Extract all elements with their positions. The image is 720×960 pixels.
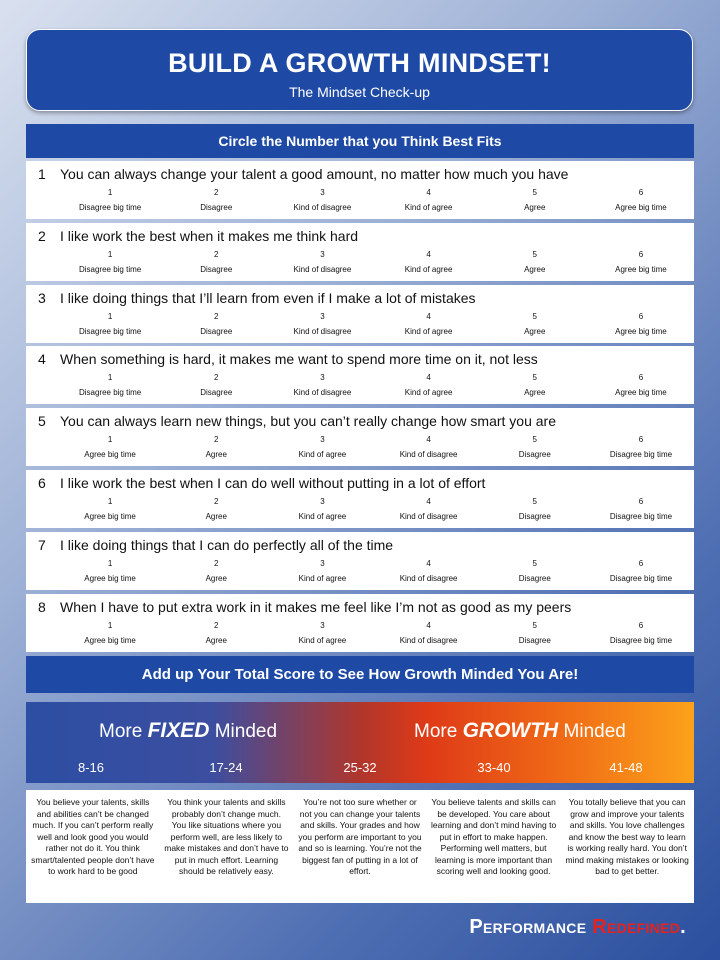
description-25-32: You’re not too sure whether or not you can change your talents and skills. Your grades and how you perform are important to you and so is learning. You’re not the biggest fan of putting in a lot of effort.	[298, 797, 422, 876]
question-text	[38, 475, 485, 491]
question-statement: When I have to put extra work in it makes me feel like I’m not as good as my peers	[60, 599, 572, 615]
rating-number: 4	[426, 435, 431, 444]
rating-number: 5	[532, 373, 537, 382]
rating-label: Disagree	[200, 388, 233, 397]
rating-label: Kind of agree	[298, 574, 347, 583]
rating-label: Agree big time	[84, 450, 136, 459]
rating-label: Disagree	[200, 265, 233, 274]
rating-label: Agree	[205, 636, 227, 645]
rating-option-2[interactable]	[163, 373, 269, 399]
rating-label: Disagree	[518, 450, 551, 459]
rating-label: Agree	[205, 512, 227, 521]
score-range-3: 25-32	[343, 760, 377, 775]
instructions-banner: Circle the Number that you Think Best Fits	[26, 124, 694, 158]
rating-number: 2	[214, 435, 219, 444]
rating-label: Kind of disagree	[293, 203, 352, 212]
rating-number: 6	[638, 312, 644, 321]
rating-option-1[interactable]	[57, 250, 163, 276]
rating-number: 2	[214, 621, 219, 630]
rating-scale	[57, 497, 694, 523]
rating-option-6[interactable]	[588, 497, 694, 523]
rating-label: Disagree big time	[78, 327, 142, 336]
rating-option-1[interactable]	[57, 621, 163, 647]
rating-number: 6	[638, 621, 644, 630]
rating-option-1[interactable]	[57, 188, 163, 214]
question-row	[26, 470, 694, 528]
rating-option-5[interactable]	[482, 621, 588, 647]
question-number: 1	[38, 166, 46, 182]
rating-option-2[interactable]	[163, 497, 269, 523]
rating-option-5[interactable]	[482, 250, 588, 276]
rating-option-3[interactable]	[269, 373, 375, 399]
question-number: 2	[38, 228, 46, 244]
rating-label: Agree big time	[615, 388, 667, 397]
rating-option-1[interactable]	[57, 373, 163, 399]
rating-number: 1	[107, 250, 113, 259]
rating-option-5[interactable]	[482, 435, 588, 461]
rating-option-5[interactable]	[482, 373, 588, 399]
rating-number: 3	[320, 621, 325, 630]
question-number: 4	[38, 351, 46, 367]
rating-label: Disagree	[518, 574, 551, 583]
rating-scale	[57, 621, 694, 647]
rating-number: 2	[214, 373, 219, 382]
rating-label: Disagree big time	[78, 388, 142, 397]
rating-scale	[57, 188, 694, 214]
growth-prefix: More	[414, 721, 458, 742]
rating-option-2[interactable]	[163, 559, 269, 585]
rating-number: 2	[214, 497, 219, 506]
rating-option-3[interactable]	[269, 250, 375, 276]
page-subtitle: The Mindset Check-up	[289, 84, 430, 100]
rating-number: 1	[107, 373, 113, 382]
rating-number: 4	[426, 373, 431, 382]
footer-word-2: Redefined	[592, 916, 681, 938]
rating-option-4[interactable]	[376, 250, 482, 276]
question-text	[38, 228, 358, 244]
question-row	[26, 532, 694, 590]
rating-scale	[57, 250, 694, 276]
rating-option-4[interactable]	[376, 559, 482, 585]
total-score-banner: Add up Your Total Score to See How Growth Minded You Are!	[26, 656, 694, 693]
question-row	[26, 346, 694, 404]
question-text	[38, 413, 556, 429]
rating-label: Agree big time	[615, 327, 667, 336]
rating-option-3[interactable]	[269, 435, 375, 461]
question-row	[26, 161, 694, 219]
score-descriptions	[26, 790, 694, 903]
rating-number: 3	[320, 188, 325, 197]
description-8-16: You believe your talents, skills and abilities can’t be changed much. If you can’t perform really well and look good you would rather not do it. You think smart/talented people don’t have to work hard to be good	[31, 797, 155, 876]
rating-label: Kind of disagree	[293, 388, 352, 397]
question-text	[38, 166, 568, 182]
rating-number: 6	[638, 435, 644, 444]
rating-number: 2	[214, 559, 219, 568]
question-number: 8	[38, 599, 46, 615]
rating-number: 5	[532, 188, 537, 197]
question-number: 6	[38, 475, 46, 491]
rating-option-2[interactable]	[163, 250, 269, 276]
rating-number: 4	[426, 621, 431, 630]
rating-scale	[57, 559, 694, 585]
rating-label: Disagree big time	[609, 636, 673, 645]
rating-option-6[interactable]	[588, 621, 694, 647]
growth-minded-label	[414, 719, 626, 743]
score-range-4: 33-40	[477, 760, 511, 775]
question-statement: I like doing things that I can do perfectly all of the time	[60, 537, 394, 553]
rating-label: Disagree big time	[78, 203, 142, 212]
question-text	[38, 290, 476, 306]
rating-number: 4	[426, 312, 431, 321]
rating-number: 1	[107, 312, 113, 321]
question-row	[26, 223, 694, 281]
rating-option-5[interactable]	[482, 312, 588, 338]
rating-label: Disagree big time	[78, 265, 142, 274]
rating-option-2[interactable]	[163, 621, 269, 647]
rating-option-3[interactable]	[269, 188, 375, 214]
rating-scale	[57, 373, 694, 399]
rating-number: 2	[214, 250, 219, 259]
rating-label: Disagree	[518, 512, 551, 521]
rating-number: 6	[638, 497, 644, 506]
rating-number: 5	[532, 497, 537, 506]
rating-option-3[interactable]	[269, 559, 375, 585]
brand-footer	[469, 916, 686, 939]
question-number: 7	[38, 537, 46, 553]
rating-option-3[interactable]	[269, 312, 375, 338]
rating-label: Kind of agree	[404, 388, 453, 397]
rating-number: 2	[214, 188, 219, 197]
rating-number: 3	[320, 250, 325, 259]
rating-option-2[interactable]	[163, 188, 269, 214]
rating-label: Kind of agree	[298, 450, 347, 459]
rating-label: Kind of agree	[404, 265, 453, 274]
rating-number: 6	[638, 250, 644, 259]
rating-label: Disagree big time	[609, 450, 673, 459]
footer-word-1: Performance	[469, 916, 593, 938]
rating-option-6[interactable]	[588, 312, 694, 338]
rating-label: Disagree big time	[609, 574, 673, 583]
rating-scale	[57, 312, 694, 338]
fixed-suffix: Minded	[214, 721, 278, 742]
rating-number: 5	[532, 621, 537, 630]
rating-label: Agree big time	[84, 636, 136, 645]
description-41-48: You totally believe that you can grow and improve your talents and skills. You love challenges and know the best way to learn is working really hard. You don’t mind making mistakes or looking bad to get better.	[565, 797, 689, 876]
rating-option-1[interactable]	[57, 435, 163, 461]
rating-number: 6	[638, 373, 644, 382]
question-row	[26, 408, 694, 466]
rating-label: Kind of disagree	[293, 327, 352, 336]
question-text	[38, 537, 393, 553]
rating-number: 6	[638, 188, 644, 197]
growth-suffix: Minded	[563, 721, 626, 742]
footer-period: .	[680, 916, 686, 938]
rating-number: 5	[532, 559, 537, 568]
rating-number: 1	[107, 621, 113, 630]
rating-label: Agree	[524, 265, 546, 274]
rating-number: 1	[107, 188, 113, 197]
question-text	[38, 351, 538, 367]
fixed-emphasis: FIXED	[147, 719, 210, 742]
rating-option-2[interactable]	[163, 312, 269, 338]
rating-label: Disagree	[200, 203, 233, 212]
rating-label: Agree big time	[84, 512, 136, 521]
rating-number: 6	[638, 559, 644, 568]
rating-number: 3	[320, 559, 325, 568]
rating-number: 5	[532, 312, 537, 321]
rating-option-4[interactable]	[376, 373, 482, 399]
score-range-2: 17-24	[209, 760, 243, 775]
rating-label: Agree big time	[84, 574, 136, 583]
description-17-24: You think your talents and skills probably don’t change much. You like situations where you perform well, are less likely to make mistakes and don’t have to put in much effort. Learning should be relatively easy.	[164, 797, 289, 876]
rating-label: Kind of agree	[298, 512, 347, 521]
rating-option-1[interactable]	[57, 559, 163, 585]
rating-number: 4	[426, 250, 431, 259]
rating-scale	[57, 435, 694, 461]
description-33-40: You believe talents and skills can be developed. You care about learning and don’t mind having to put in effort to make happen. Performing well matters, but learning is more important than scoring well and looking good.	[430, 797, 557, 876]
rating-number: 5	[532, 250, 537, 259]
question-row	[26, 285, 694, 343]
rating-option-6[interactable]	[588, 188, 694, 214]
fixed-prefix: More	[99, 721, 143, 742]
question-number: 3	[38, 290, 46, 306]
rating-label: Disagree	[200, 327, 233, 336]
page-title: BUILD A GROWTH MINDSET!	[168, 48, 551, 78]
question-text	[38, 599, 571, 615]
question-statement: I like doing things that I’ll learn from even if I make a lot of mistakes	[60, 290, 476, 306]
rating-number: 3	[320, 435, 325, 444]
rating-option-5[interactable]	[482, 188, 588, 214]
rating-option-3[interactable]	[269, 621, 375, 647]
rating-label: Kind of disagree	[399, 574, 458, 583]
question-row	[26, 594, 694, 652]
rating-label: Kind of disagree	[293, 265, 352, 274]
growth-emphasis: GROWTH	[462, 719, 559, 742]
rating-label: Kind of disagree	[399, 512, 458, 521]
rating-label: Agree big time	[615, 203, 667, 212]
rating-option-6[interactable]	[588, 435, 694, 461]
rating-label: Agree	[205, 574, 227, 583]
rating-option-2[interactable]	[163, 435, 269, 461]
rating-option-4[interactable]	[376, 621, 482, 647]
rating-label: Kind of agree	[298, 636, 347, 645]
question-number: 5	[38, 413, 46, 429]
rating-label: Kind of disagree	[399, 636, 458, 645]
rating-option-6[interactable]	[588, 250, 694, 276]
question-statement: I like work the best when I can do well without putting in a lot of effort	[60, 475, 486, 491]
rating-number: 3	[320, 497, 325, 506]
mindset-scale-band	[26, 702, 694, 783]
question-statement: I like work the best when it makes me think hard	[60, 228, 359, 244]
rating-label: Kind of agree	[404, 327, 453, 336]
rating-number: 1	[107, 435, 113, 444]
rating-number: 3	[320, 312, 325, 321]
rating-number: 4	[426, 559, 431, 568]
rating-option-4[interactable]	[376, 312, 482, 338]
rating-number: 4	[426, 497, 431, 506]
rating-label: Agree big time	[615, 265, 667, 274]
rating-number: 1	[107, 559, 113, 568]
rating-option-4[interactable]	[376, 435, 482, 461]
score-range-5: 41-48	[609, 760, 643, 775]
rating-label: Agree	[524, 203, 546, 212]
rating-label: Kind of disagree	[399, 450, 458, 459]
rating-label: Disagree	[518, 636, 551, 645]
question-statement: You can always change your talent a good amount, no matter how much you have	[60, 166, 569, 182]
rating-option-4[interactable]	[376, 188, 482, 214]
rating-number: 1	[107, 497, 113, 506]
rating-option-5[interactable]	[482, 497, 588, 523]
rating-label: Kind of agree	[404, 203, 453, 212]
rating-label: Agree	[524, 327, 546, 336]
question-statement: You can always learn new things, but you can’t really change how smart you are	[60, 413, 556, 429]
rating-option-6[interactable]	[588, 559, 694, 585]
rating-number: 3	[320, 373, 325, 382]
title-banner	[26, 29, 693, 111]
rating-option-3[interactable]	[269, 497, 375, 523]
question-statement: When something is hard, it makes me want to spend more time on it, not less	[60, 351, 538, 367]
rating-option-5[interactable]	[482, 559, 588, 585]
rating-option-1[interactable]	[57, 497, 163, 523]
rating-number: 2	[214, 312, 219, 321]
score-range-1: 8-16	[77, 760, 105, 775]
rating-label: Agree	[524, 388, 546, 397]
rating-label: Disagree big time	[609, 512, 673, 521]
rating-number: 4	[426, 188, 431, 197]
rating-number: 5	[532, 435, 537, 444]
fixed-minded-label	[99, 719, 277, 743]
rating-label: Agree	[205, 450, 227, 459]
rating-option-4[interactable]	[376, 497, 482, 523]
rating-option-6[interactable]	[588, 373, 694, 399]
rating-option-1[interactable]	[57, 312, 163, 338]
